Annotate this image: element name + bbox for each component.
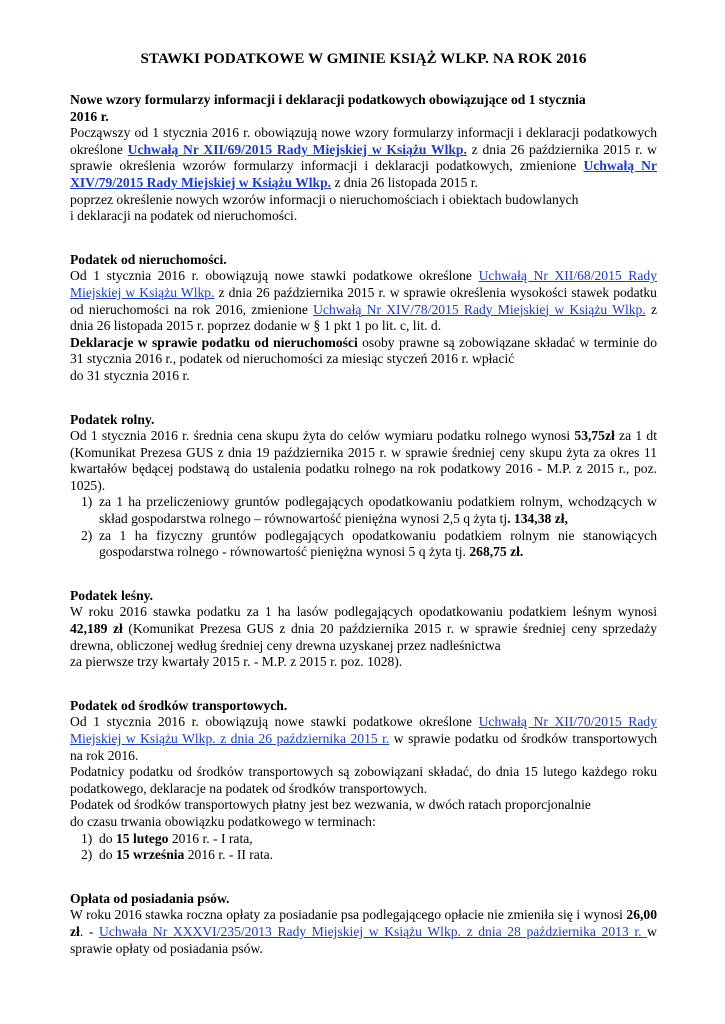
- rate-list: [70, 494, 657, 560]
- section-heading: Nowe wzory formularzy informacji i deklaracji podatkowych obowiązujące od 1 stycznia 2016 r.: [70, 92, 586, 124]
- section-line: do czasu trwania obowiązku podatkowego w terminach:: [70, 813, 376, 829]
- section-paragraph: Od 1 stycznia 2016 r. obowiązują nowe stawki podatkowe określone Uchwałą Nr XII/68/2015 Rady Miejskiej w Książu Wlkp. z dnia 26 października 2015 r. w sprawie określenia wysokości stawek podatku od nieruchomości na rok 2016, zmienione Uchwałą Nr XIV/78/2015 Rady Miejskiej w Książu Wlkp. z dnia 26 listopada 2015 r. poprzez dodanie w § 1 pkt 1 po lit. c, lit. d.: [70, 268, 658, 334]
- section-agricultural-tax: [70, 412, 657, 561]
- resolution-link[interactable]: Uchwała Nr XXXVI/235/2013 Rady Miejskiej w Książu Wlkp. z dnia 28 października 2013 r.: [99, 923, 648, 939]
- section-forest-tax: [70, 588, 657, 671]
- installment-list: [70, 831, 657, 864]
- resolution-link[interactable]: Uchwałą Nr XIV/78/2015 Rady Miejskiej w Książu Wlkp.: [313, 301, 646, 317]
- section-paragraph: Od 1 stycznia 2016 r. średnia cena skupu żyta do celów wymiaru podatku rolnego wynosi 53,75zł za 1 dt (Komunikat Prezesa GUS z dnia 19 października 2015 r. w sprawie średniej ceny skupu żyta za okres 11 kwartałów będącej podstawą do ustalenia podatku rolnego na rok podatkowy 2016 - M.P. z 2015 r., poz. 1025).: [70, 428, 658, 493]
- section-paragraph: Podatnicy podatku od środków transportowych są zobowiązani składać, do dnia 15 lutego każdego roku podatkowego, deklaracje na podatek od środków transportowych.: [70, 764, 657, 796]
- resolution-link[interactable]: Uchwałą Nr XIV/79/2015 Rady Miejskiej w Książu Wlkp.: [70, 158, 657, 190]
- resolution-link[interactable]: Uchwałą Nr XII/69/2015 Rady Miejskiej w Książu Wlkp.: [127, 141, 467, 157]
- section-property-tax: [70, 252, 657, 385]
- section-paragraph: Deklaracje w sprawie podatku od nieruchomości osoby prawne są zobowiązane składać w terminie do 31 stycznia 2016 r., podatek od nieruchomości za miesiąc styczeń 2016 r. wpłacić: [70, 334, 657, 367]
- section-paragraph: W roku 2016 stawka podatku za 1 ha lasów podlegających opodatkowaniu podatkiem leśnym wynosi 42,189 zł (Komunikat Prezesa GUS z dnia 20 października 2015 r. w sprawie średniej ceny sprzedaży drewna, obliczonej według średniej ceny drewna uzyskanej przez nadleśnictwa: [70, 604, 658, 653]
- section-line: poprzez określenie nowych wzorów informacji o nieruchomościach i obiektach budowlanych: [70, 191, 579, 207]
- section-heading: Podatek rolny.: [70, 411, 155, 427]
- section-line: za pierwsze trzy kwartały 2015 r. - M.P. z 2015 r. poz. 1028).: [70, 654, 403, 670]
- list-item: 1) za 1 ha przeliczeniowy gruntów podlegających opodatkowaniu podatkiem rolnym, wchodzących w skład gospodarstwa rolnego – równowartość pieniężna wynosi 2,5 q żyta tj. 134,38 zł,: [81, 494, 657, 527]
- list-item: 2) za 1 ha fizyczny gruntów podlegających opodatkowaniu podatkiem rolnym nie stanowiących gospodarstwa rolnego - równowartość pieniężna wynosi 5 q żyta tj. 268,75 zł.: [81, 527, 657, 560]
- section-dog-fee: [70, 891, 657, 957]
- section-paragraph: W roku 2016 stawka roczna opłaty za posiadanie psa podlegającego opłacie nie zmieniła się i wynosi 26,00 zł. - Uchwała Nr XXXVI/235/2013 Rady Miejskiej w Książu Wlkp. z dnia 28 października 2013 r. w sprawie opłaty od posiadania psów.: [70, 907, 657, 956]
- list-item: 1) do 15 lutego 2016 r. - I rata,: [81, 830, 253, 846]
- page-title: STAWKI PODATKOWE W GMINIE KSIĄŻ WLKP. NA ROK 2016: [140, 51, 587, 67]
- section-heading: Opłata od posiadania psów.: [70, 890, 230, 906]
- resolution-link[interactable]: Uchwałą Nr XII/70/2015 Rady Miejskiej w Książu Wlkp. z dnia 26 października 2015 r.: [70, 714, 658, 746]
- section-line: do 31 stycznia 2016 r.: [70, 367, 190, 383]
- list-item: 2) do 15 września 2016 r. - II rata.: [81, 847, 274, 863]
- section-heading: Podatek od nieruchomości.: [70, 251, 227, 267]
- section-line: Podatek od środków transportowych płatny jest bez wezwania, w dwóch ratach proporcjonalnie: [70, 797, 591, 813]
- section-heading: Podatek leśny.: [70, 587, 154, 603]
- document-page: [70, 50, 657, 957]
- resolution-link[interactable]: Uchwałą Nr XII/68/2015 Rady Miejskiej w Książu Wlkp.: [70, 268, 658, 300]
- section-heading: Podatek od środków transportowych.: [70, 697, 288, 713]
- section-paragraph: Począwszy od 1 stycznia 2016 r. obowiązują nowe wzory formularzy informacji i deklaracji podatkowych określone Uchwałą Nr XII/69/2015 Rady Miejskiej w Książu Wlkp. z dnia 26 października 2015 r. w sprawie określenia wzorów formularzy informacji i deklaracji podatkowych, zmienione Uchwałą Nr XIV/79/2015 Rady Miejskiej w Książu Wlkp. z dnia 26 listopada 2015 r.: [70, 125, 658, 190]
- section-transport-tax: [70, 698, 657, 864]
- section-line: i deklaracji na podatek od nieruchomości.: [70, 208, 298, 224]
- section-forms: [70, 92, 657, 225]
- section-paragraph: Od 1 stycznia 2016 r. obowiązują nowe stawki podatkowe określone Uchwałą Nr XII/70/2015 Rady Miejskiej w Książu Wlkp. z dnia 26 października 2015 r. w sprawie podatku od środków transportowych na rok 2016.: [70, 714, 658, 763]
